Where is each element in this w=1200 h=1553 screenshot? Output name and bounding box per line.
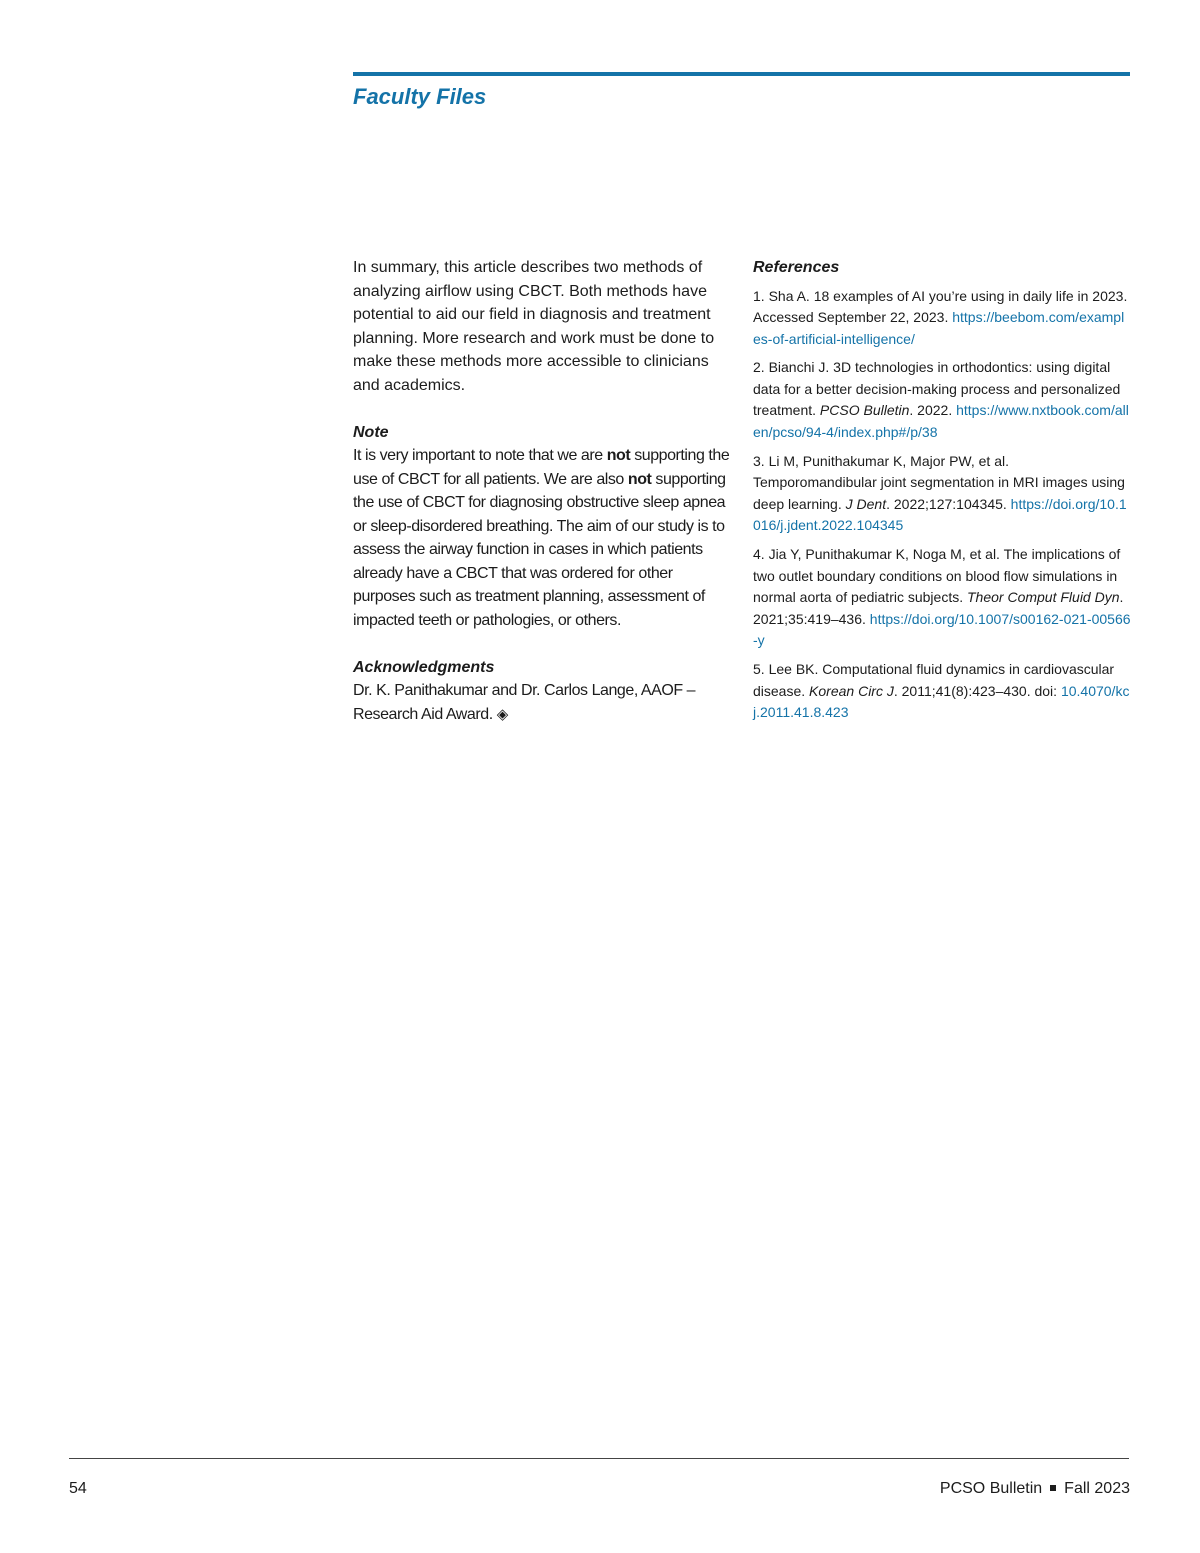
acknowledgments-paragraph: Dr. K. Panithakumar and Dr. Carlos Lange, AAOF – Research Aid Award. ◈ [353,679,733,726]
header-rule [353,72,1130,76]
summary-paragraph: In summary, this article describes two methods of analyzing airflow using CBCT. Both methods have potential to aid our field in diagnosis and treatment planning. More research and work must be done to make these methods more accessible to clinicians and academics. [353,259,715,394]
square-bullet-icon [1050,1485,1056,1491]
reference-item: 1. Sha A. 18 examples of AI you’re using in daily life in 2023. Accessed September 22, 2023. https://beebom.com/examples-of-artificial-intelligence/ [753,287,1128,347]
footer-rule [69,1458,1129,1459]
reference-link[interactable]: 10.4070/kcj.2011.41.8.423 [753,682,1130,721]
acknowledgments-heading: Acknowledgments [353,658,495,676]
end-of-article-icon: ◈ [496,705,508,723]
reference-link[interactable]: https://www.nxtbook.com/allen/pcso/94-4/index.php#/p/38 [753,402,1129,441]
note-paragraph: It is very important to note that we are not supporting the use of CBCT for all patients. We are also not supporting the use of CBCT for diagnosing obstructive sleep apnea or sleep-disordered breathing. The aim of our study is to assess the airway function in cases in which patients already have a CBCT that was ordered for other purposes such as treatment planning, assessment of impacted teeth or pathologies, or others. [353,447,730,629]
reference-item: 4. Jia Y, Punithakumar K, Noga M, et al. The implications of two outlet boundary conditions on blood flow simulations in normal aorta of pediatric subjects. Theor Comput Fluid Dyn. 2021;35:419–436. https://doi.org/10.1007/s00162-021-00566-y [753,546,1131,649]
references-heading: References [753,259,840,276]
reference-item: 3. Li M, Punithakumar K, Major PW, et al. Temporomandibular joint segmentation in MRI images using deep learning. J Dent. 2022;127:104345. https://doi.org/10.1016/j.jdent.2022.104345 [753,452,1127,534]
section-title: Faculty Files [353,84,487,109]
references-column [753,256,1131,731]
reference-link[interactable]: https://beebom.com/examples-of-artificial-intelligence/ [753,309,1125,347]
page-number: 54 [69,1480,87,1497]
publication-footer [940,1480,1130,1498]
left-column [353,256,733,726]
reference-item: 2. Bianchi J. 3D technologies in orthodontics: using digital data for a better decision-making process and personalized treatment. PCSO Bulletin. 2022. https://www.nxtbook.com/allen/pcso/94-4/index.php#/p/38 [753,359,1129,441]
reference-item: 5. Lee BK. Computational fluid dynamics in cardiovascular disease. Korean Circ J. 2011;41(8):423–430. doi: 10.4070/kcj.2011.41.8.423 [753,661,1130,721]
issue-label: Fall 2023 [1064,1480,1130,1497]
publication-name: PCSO Bulletin [939,1480,1043,1497]
note-heading: Note [353,423,389,441]
reference-link[interactable]: https://doi.org/10.1007/s00162-021-00566-y [753,610,1131,649]
reference-link[interactable]: https://doi.org/10.1016/j.jdent.2022.104345 [753,495,1127,534]
